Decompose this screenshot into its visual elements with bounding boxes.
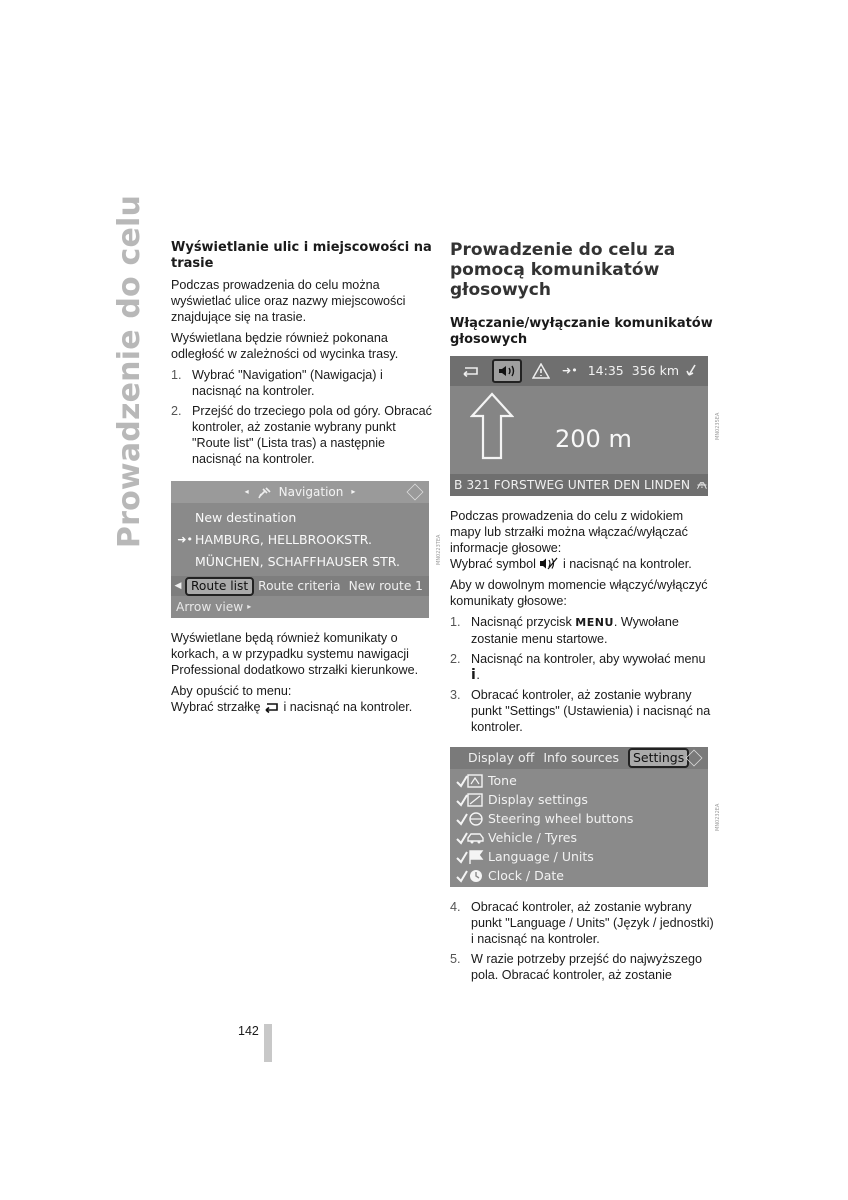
text-fragment: Nacisnąć przycisk [471,615,572,629]
tab-info-sources[interactable]: Info sources [543,750,619,765]
settings-item-clock[interactable] [450,866,708,885]
page-number: 142 [238,1024,259,1038]
destination-list [171,503,429,576]
menu-key-label: MENU [575,616,614,629]
text-fragment: Wybrać strzałkę [171,700,261,714]
text-fragment: . [476,668,480,682]
step-list [450,614,714,735]
step-number: 2. [171,404,182,418]
settings-item-vehicle[interactable] [450,828,708,847]
settings-item-label: Display settings [488,791,588,807]
step-text: Obracać kontroler, aż zostanie wybrany punkt "Language / Units" (Język / jednostki) i nacisnąć na kontroler. [471,900,714,946]
satellite-icon [257,485,273,499]
navigation-header-label: Navigation [278,485,344,499]
section-title: Prowadzenie do celu za pomocą komunikatów głosowych [450,240,676,300]
left-small-arrow-icon: ◂ [244,487,249,496]
step-item [450,951,714,983]
section-heading: Wyświetlanie ulic i miejscowości na trasie [171,240,432,271]
step-number: 1. [171,368,182,382]
clock-check-icon [456,868,488,884]
left-column [171,240,442,720]
remaining-distance: 356 km [631,363,679,378]
warning-triangle-icon[interactable] [526,359,556,383]
steering-wheel-check-icon [456,811,488,827]
list-item-label: MÜNCHEN, SCHAFFHAUSER STR. [195,554,400,569]
direction-pointer-icon [685,364,697,378]
controller-diamond-icon [407,484,424,501]
navigation-tab-bar [171,576,429,596]
settings-item-label: Steering wheel buttons [488,810,634,826]
paragraph: Wyświetlana będzie również pokonana odległość w zależności od wycinka trasy. [171,331,399,361]
current-marker-icon: ➜• [177,533,193,546]
back-arrow-icon[interactable] [456,359,486,383]
step-text: Przejść do trzeciego pola od góry. Obracać kontroler, aż zostanie wybrany punkt "Route list" (Lista tras) a następnie nacisnąć na kontroler. [192,404,432,466]
display-check-icon [456,792,488,808]
settings-screen-figure [450,747,721,887]
figure-code: MN0232EA [715,803,721,831]
navigation-screen-figure [171,481,442,618]
list-item[interactable] [171,507,429,529]
step-item [450,687,714,735]
step-item [171,367,433,399]
figure-code: MN0223TEA [436,534,442,565]
step-number: 5. [450,952,461,966]
settings-item-display[interactable] [450,790,708,809]
step-text [471,614,714,647]
subsection-heading: Włączanie/wyłączanie komunikatów głosowych [450,316,713,347]
clock-time: 14:35 [587,363,624,378]
step-text: Wybrać "Navigation" (Nawigacja) i nacisnąć na kontroler. [192,368,383,398]
text-fragment: i nacisnąć na kontroler. [283,700,413,714]
tone-check-icon [456,773,488,789]
settings-list [450,769,708,885]
step-text [471,651,714,683]
language-flag-check-icon [456,849,488,865]
navigation-header [171,481,429,503]
settings-tab-bar [450,747,708,769]
voice-toggle-icon[interactable] [492,359,522,383]
right-small-arrow-icon: ▸ [247,602,252,611]
settings-item-language[interactable] [450,847,708,866]
distance-to-turn: 200 m [555,425,632,453]
paragraph: Podczas prowadzenia do celu z widokiem mapy lub strzałki można włączać/wyłączać informacje głosowe: [450,509,688,555]
step-text: Obracać kontroler, aż zostanie wybrany punkt "Settings" (Ustawienia) i nacisnąć na kontroler. [471,688,711,734]
voice-top-bar [450,356,708,386]
tab-route-list[interactable]: Route list [185,577,254,596]
step-list [450,899,714,983]
tab-settings[interactable]: Settings [628,748,689,768]
settings-item-label: Tone [488,772,517,788]
paragraph [450,556,714,572]
list-item-label: New destination [195,510,297,525]
settings-item-label: Language / Units [488,848,594,864]
step-item [171,403,433,467]
step-number: 4. [450,900,461,914]
step-item [450,899,714,947]
text-fragment: Nacisnąć na kontroler, aby wywołać menu [471,652,706,666]
paragraph: Wyświetlane będą również komunikaty o korkach, a w przypadku systemu nawigacji Professional dodatkowo strzałki kierunkowe. [171,631,419,677]
right-column [450,240,721,988]
paragraph: Podczas prowadzenia do celu można wyświetlać ulice oraz nazwy miejscowości znajdujące się na trasie. [171,278,406,324]
step-number: 2. [450,652,461,666]
tab-display-off[interactable]: Display off [468,750,535,765]
text-fragment: . Wywołane zostanie menu startowe. [471,615,679,646]
step-number: 1. [450,615,461,629]
step-item [450,651,714,683]
chapter-side-title [108,194,152,548]
guidance-area [450,386,708,474]
vehicle-check-icon [456,830,488,846]
back-arrow-icon [264,701,280,713]
list-item[interactable] [171,551,429,573]
paragraph [171,699,433,715]
tab-new-route[interactable]: New route 1 [348,579,423,593]
figure-code: MN0235EA [715,412,721,440]
settings-item-steering[interactable] [450,809,708,828]
settings-item-tone[interactable] [450,771,708,790]
voice-guidance-screen-figure [450,356,721,496]
straight-arrow-icon [470,392,514,460]
road-name-bar [450,474,708,496]
arrow-view-item[interactable] [171,596,429,618]
paragraph: Aby w dowolnym momencie włączyć/wyłączyć komunikaty głosowe: [450,578,708,608]
step-text: W razie potrzeby przejść do najwyższego pola. Obracać kontroler, aż zostanie [471,952,702,982]
list-item[interactable] [171,529,429,551]
chapter-title-text: Prowadzenie do celu [112,194,148,548]
info-menu-icon: i [471,667,477,683]
tab-route-criteria[interactable]: Route criteria [258,579,341,593]
text-fragment: Wybrać symbol [450,557,536,571]
right-small-arrow-icon: ▸ [351,487,356,496]
road-name: B 321 FORSTWEG UNTER DEN LINDEN [454,478,691,492]
text-fragment: i nacisnąć na kontroler. [562,557,692,571]
settings-item-label: Clock / Date [488,867,564,883]
step-item [450,614,714,647]
step-list [171,367,433,467]
paragraph: Aby opuścić to menu: [171,684,292,698]
motorway-icon [696,479,708,491]
step-number: 3. [450,688,461,702]
page-marker-bar [264,1024,272,1062]
voice-off-icon [539,557,559,570]
list-item-label: HAMBURG, HELLBROOKSTR. [195,532,372,547]
settings-item-label: Vehicle / Tyres [488,829,578,845]
tab-scroll-left-icon[interactable]: ◀ [174,581,182,591]
arrow-view-label: Arrow view [176,600,244,614]
arrow-dot-icon: ➜• [562,364,578,377]
